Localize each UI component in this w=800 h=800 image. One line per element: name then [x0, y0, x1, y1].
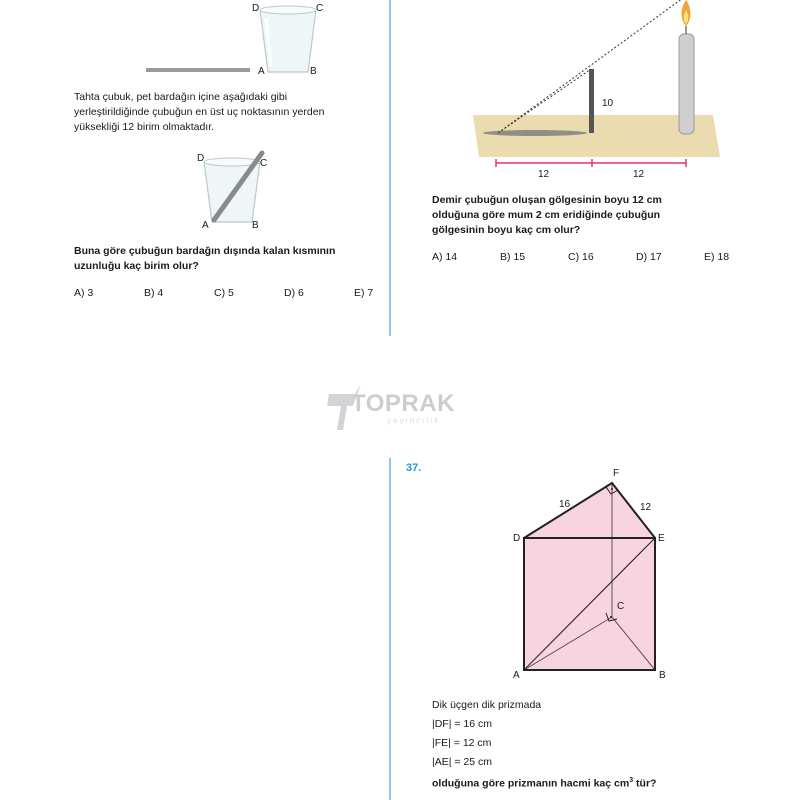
fig1-label-a: A — [258, 66, 265, 77]
prompt-line: Buna göre çubuğun bardağın dışında kalan kısmının — [74, 245, 336, 257]
fig1-label-b: B — [310, 66, 317, 77]
q37-prompt-end: tür? — [633, 777, 657, 790]
choice-c[interactable]: C) 5 — [214, 287, 234, 299]
shadow-length-label: 12 — [538, 169, 550, 180]
question-number: 37. — [406, 462, 422, 474]
edge-df-label: 16 — [559, 499, 571, 510]
rod-height-label: 10 — [602, 98, 614, 109]
cup-rim — [260, 6, 316, 14]
publisher-watermark — [325, 372, 465, 432]
cup-figure-1 — [140, 0, 340, 85]
q37-prompt-text: olduğuna göre prizmanın hacmi kaç cm — [432, 777, 630, 790]
choice-a[interactable]: A) 14 — [432, 251, 458, 263]
choice-d[interactable]: D) 6 — [284, 287, 304, 299]
rod-on-ground — [146, 68, 250, 72]
label-c: C — [617, 601, 625, 612]
label-b: B — [659, 670, 666, 681]
prism-face — [524, 483, 655, 670]
candle — [679, 34, 694, 134]
candle-shadow-figure — [465, 0, 725, 185]
choice-c[interactable]: C) 16 — [568, 251, 594, 263]
label-f: F — [613, 468, 620, 479]
q37-prompt-sup: 3 — [629, 777, 634, 784]
prism-figure — [495, 460, 685, 685]
prompt-line: olduğuna göre mum 2 cm eridiğinde çubuğun — [432, 209, 661, 221]
given-line: |FE| = 12 cm — [432, 737, 492, 749]
given-line: |AE| = 25 cm — [432, 756, 493, 768]
left-question-text — [74, 90, 374, 135]
given-line: |DF| = 16 cm — [432, 718, 493, 730]
label-e: E — [658, 533, 665, 544]
choice-b[interactable]: B) 4 — [144, 287, 164, 299]
fig2-label-b: B — [252, 220, 259, 231]
right-question-prompt — [432, 193, 752, 238]
edge-fe-label: 12 — [640, 502, 652, 513]
fig2-label-a: A — [202, 220, 209, 231]
choice-e[interactable]: E) 18 — [704, 251, 730, 263]
cup-figure-2 — [190, 150, 280, 235]
column-divider-top — [389, 0, 391, 336]
q37-prompt — [432, 773, 772, 792]
fig2-label-c: C — [260, 158, 268, 169]
watermark-subtitle: yayıncılık — [387, 416, 441, 425]
iron-rod — [589, 69, 594, 133]
label-d: D — [513, 533, 521, 544]
right-answer-choices — [432, 251, 744, 263]
distance-label: 12 — [633, 169, 645, 180]
prompt-line: Demir çubuğun oluşan gölgesinin boyu 12 cm — [432, 194, 662, 206]
text-line: yüksekliği 12 birim olmaktadır. — [74, 121, 215, 133]
watermark-brand: TOPRAK — [351, 390, 455, 417]
given-line: Dik üçgen dik prizmada — [432, 699, 542, 711]
fig1-label-d: D — [252, 3, 260, 14]
left-answer-choices — [74, 287, 394, 299]
choice-a[interactable]: A) 3 — [74, 287, 94, 299]
q37-given — [432, 696, 732, 772]
choice-b[interactable]: B) 15 — [500, 251, 526, 263]
choice-d[interactable]: D) 17 — [636, 251, 662, 263]
column-divider-bottom — [389, 458, 391, 800]
fig1-label-c: C — [316, 3, 324, 14]
text-line: yerleştirildiğinde çubuğun en üst uç noktasının yerden — [74, 106, 325, 118]
text-line: Tahta çubuk, pet bardağın içine aşağıdaki gibi — [74, 91, 288, 103]
prompt-line: gölgesinin boyu kaç cm olur? — [432, 224, 581, 236]
choice-e[interactable]: E) 7 — [354, 287, 374, 299]
label-a: A — [513, 670, 520, 681]
prompt-line: uzunluğu kaç birim olur? — [74, 260, 199, 272]
left-question-prompt — [74, 244, 384, 274]
fig2-label-d: D — [197, 153, 205, 164]
